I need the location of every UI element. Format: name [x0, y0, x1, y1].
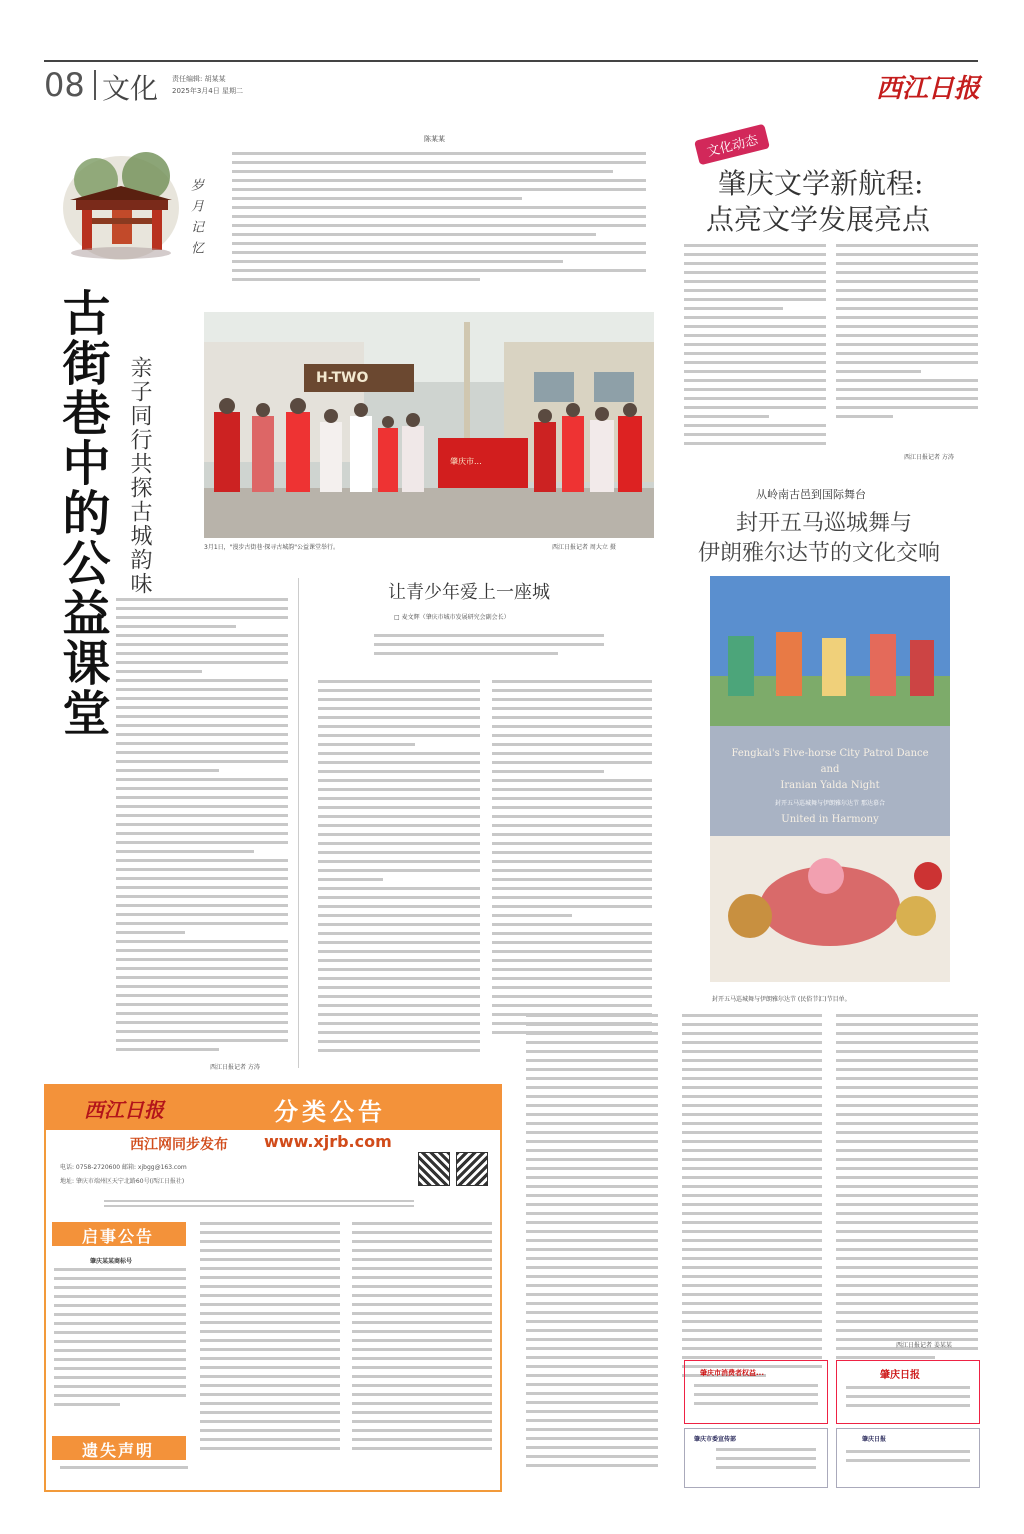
classified-phone: 电话: 0758-2720600 邮箱: xjbgg@163.com: [60, 1164, 187, 1171]
notice-col1: [54, 1268, 186, 1412]
poster-caption: 封开五马巡城舞与伊朗雅尔达节 (民俗节汇)节目单。: [712, 996, 851, 1003]
masthead-logo: 西江日报: [876, 74, 981, 104]
right-top-col2: [836, 244, 978, 424]
notice-col3: [352, 1222, 492, 1456]
ad-box-4-text: [846, 1450, 970, 1468]
top-author: 陈某某: [424, 135, 445, 143]
qr-code-2: [456, 1152, 488, 1186]
sub-headline: 亲子同行共探古城韵味: [127, 356, 152, 596]
left-byline: 西江日报记者 方涛: [210, 1064, 260, 1071]
lost-text: [60, 1466, 188, 1475]
editor-line: 责任编辑: 胡某某: [172, 75, 226, 83]
right-top-title-1: 肇庆文学新航程:: [718, 167, 924, 200]
photo-banner: 肇庆市...: [450, 457, 482, 466]
qr-code-1: [418, 1152, 450, 1186]
left-body-column: [116, 598, 288, 1057]
sub-article-lead: [374, 634, 604, 661]
page-number: 08: [44, 66, 85, 104]
date-line: 2025年3月4日 星期二: [172, 87, 243, 95]
right-mid-title-2: 伊朗雅尔达节的文化交响: [698, 541, 941, 566]
column-name: 岁月记忆: [188, 178, 203, 262]
right-mid-title-1: 封开五马巡城舞与: [736, 511, 913, 536]
right-mid-col3: [836, 1014, 978, 1365]
classified-fine-print: [104, 1200, 414, 1210]
notice-heading-text: 启事公告: [82, 1227, 155, 1246]
ad-box-1-title: 肇庆市消费者权益...: [700, 1369, 764, 1377]
classified-sync: 西江网同步发布: [130, 1137, 228, 1153]
poster-en-line1: Fengkai's Five-horse City Patrol Dance: [731, 748, 929, 759]
right-mid-col2: [682, 1014, 822, 1383]
ad-box-1-text: [694, 1384, 818, 1411]
right-top-title-2: 点亮文学发展亮点: [706, 203, 931, 236]
main-headline: 古街巷中的公益课堂: [54, 288, 110, 738]
right-mid-col1: [526, 1014, 658, 1473]
photo-caption-right: 西江日报记者 周大立 摄: [552, 544, 616, 551]
notice-first-title: 肇庆某某商标号: [90, 1258, 133, 1265]
classified-address: 地址: 肇庆市端州区天宁北路60号(西江日报社): [60, 1178, 185, 1185]
sub-article-col2: [492, 680, 652, 1040]
poster-en-line2: and: [820, 764, 840, 775]
classified-website: www.xjrb.com: [264, 1132, 392, 1151]
classified-title: 分类公告: [274, 1098, 386, 1126]
header-divider: [94, 70, 96, 100]
section-name: 文化: [102, 72, 159, 105]
sub-article-title: 让青少年爱上一座城: [388, 582, 550, 603]
group-photo: [204, 312, 654, 538]
intro-text-block: [232, 152, 646, 287]
poster-en-line3: Iranian Yalda Night: [780, 780, 880, 791]
classified-logo: 西江日报: [84, 1098, 164, 1122]
photo-caption-left: 3月1日，"漫步古街巷·探寻古城韵"公益课堂举行。: [204, 544, 340, 551]
right-mid-byline: 西江日报记者 姜某某: [896, 1342, 952, 1349]
ad-box-2-title: 肇庆日报: [880, 1370, 920, 1381]
ad-box-3-title: 肇庆市委宣传部: [694, 1436, 737, 1443]
ad-box-3-text: [716, 1448, 816, 1475]
ad-box-4-title: 肇庆日报: [862, 1436, 887, 1443]
festival-poster: [710, 576, 950, 982]
culture-tag: 文化动态: [694, 124, 770, 166]
ad-box-2-text: [846, 1386, 970, 1413]
lost-heading-text: 遗失声明: [82, 1441, 155, 1460]
top-rule: [44, 60, 978, 62]
right-top-col1: [684, 244, 826, 451]
shop-sign: H-TWO: [316, 370, 369, 386]
right-mid-kicker: 从岭南古邑到国际舞台: [756, 488, 866, 501]
poster-cn-line: 封开五马巡城舞与伊朗雅尔达节 那达慕合: [775, 800, 885, 807]
sub-article-col1: [318, 680, 480, 1058]
right-top-byline: 西江日报记者 方涛: [904, 454, 954, 461]
gate-illustration: [56, 138, 186, 263]
poster-en-line4: United in Harmony: [781, 814, 879, 825]
sub-article-author: □ 麦文辉（肇庆市城市发展研究会副会长）: [394, 614, 510, 621]
notice-col2: [200, 1222, 340, 1456]
column-divider: [298, 578, 299, 1068]
